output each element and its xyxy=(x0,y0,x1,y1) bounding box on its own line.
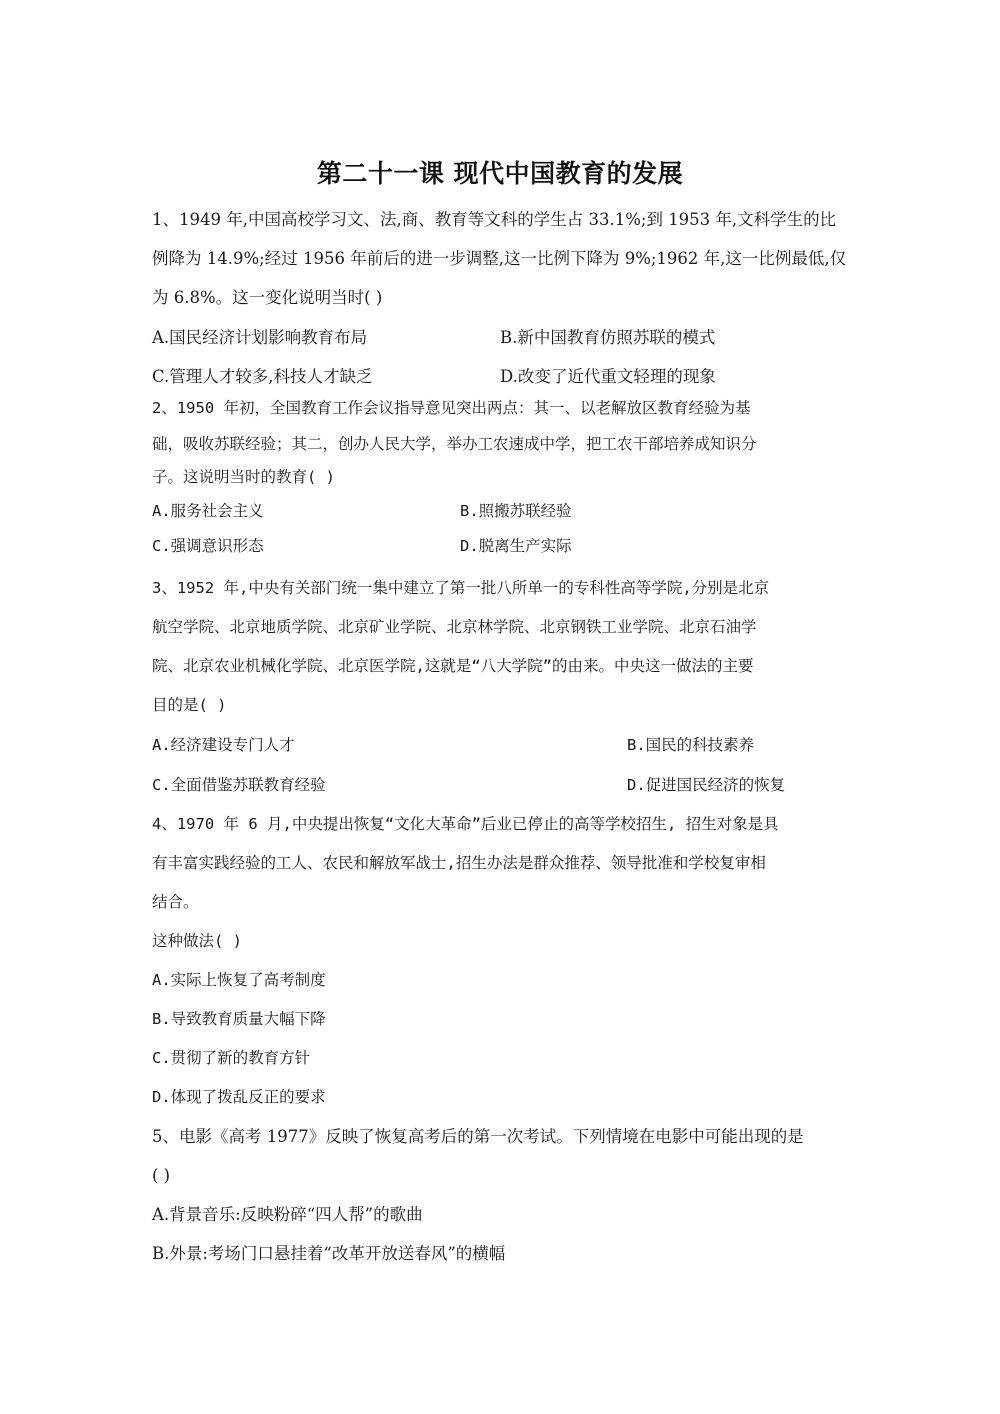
question-text-line: 目的是( ) xyxy=(152,696,227,714)
option-a: A.实际上恢复了高考制度 xyxy=(152,971,326,989)
option-a: A.国民经济计划影响教育布局 xyxy=(152,328,368,347)
question-text-line: 结合。 xyxy=(152,893,199,911)
question-text-line: ( ) xyxy=(152,1166,171,1185)
question-text-line: 院、北京农业机械化学院、北京医学院,这就是“八大学院”的由来。中央这一做法的主要 xyxy=(152,657,754,675)
option-a: A.背景音乐:反映粉碎“四人帮”的歌曲 xyxy=(152,1205,423,1224)
option-c: C.贯彻了新的教育方针 xyxy=(152,1049,311,1067)
option-b: B.新中国教育仿照苏联的模式 xyxy=(500,328,716,347)
question-text-line: 4、1970 年 6 月,中央提出恢复“文化大革命”后业已停止的高等学校招生, 招生对象是具 xyxy=(152,815,779,833)
option-d: D.促进国民经济的恢复 xyxy=(627,776,786,794)
question-text-line: 子。这说明当时的教育( ) xyxy=(152,468,335,486)
option-c: C.强调意识形态 xyxy=(152,537,264,555)
question-text-line: 础，吸收苏联经验；其二，创办人民大学，举办工农速成中学，把工农干部培养成知识分 xyxy=(152,435,757,453)
option-b: B.国民的科技素养 xyxy=(627,736,755,754)
option-b: B.照搬苏联经验 xyxy=(460,502,572,520)
option-a: A.服务社会主义 xyxy=(152,502,264,520)
question-text-line: 航空学院、北京地质学院、北京矿业学院、北京林学院、北京钢铁工业学院、北京石油学 xyxy=(152,618,757,636)
option-b: B.外景:考场门口悬挂着“改革开放送春风”的横幅 xyxy=(152,1244,506,1263)
question-text-line: 例降为 14.9%;经过 1956 年前后的进一步调整,这一比例下降为 9%;1962 年,这一比例最低,仅 xyxy=(152,249,847,268)
question-text-line: 1、1949 年,中国高校学习文、法,商、教育等文科的学生占 33.1%;到 1953 年,文科学生的比 xyxy=(152,210,837,229)
question-text-line: 3、1952 年,中央有关部门统一集中建立了第一批八所单一的专科性高等学院,分别是北京 xyxy=(152,579,770,597)
question-text-line: 为 6.8%。这一变化说明当时( ) xyxy=(152,288,383,307)
option-b: B.导致教育质量大幅下降 xyxy=(152,1010,326,1028)
question-text-line: 2、1950 年初，全国教育工作会议指导意见突出两点：其一、以老解放区教育经验为基 xyxy=(152,399,751,417)
option-d: D.脱离生产实际 xyxy=(460,537,572,555)
option-d: D.改变了近代重文轻理的现象 xyxy=(500,367,716,386)
option-d: D.体现了拨乱反正的要求 xyxy=(152,1088,326,1106)
page-title: 第二十一课 现代中国教育的发展 xyxy=(316,159,684,188)
question-text-line: 5、电影《高考 1977》反映了恢复高考后的第一次考试。下列情境在电影中可能出现的是 xyxy=(152,1127,804,1146)
option-c: C.全面借鉴苏联教育经验 xyxy=(152,776,326,794)
option-a: A.经济建设专门人才 xyxy=(152,736,295,754)
question-text-line: 这种做法( ) xyxy=(152,932,242,950)
question-text-line: 有丰富实践经验的工人、农民和解放军战士,招生办法是群众推荐、领导批准和学校复审相 xyxy=(152,854,766,872)
option-c: C.管理人才较多,科技人才缺乏 xyxy=(152,367,373,386)
